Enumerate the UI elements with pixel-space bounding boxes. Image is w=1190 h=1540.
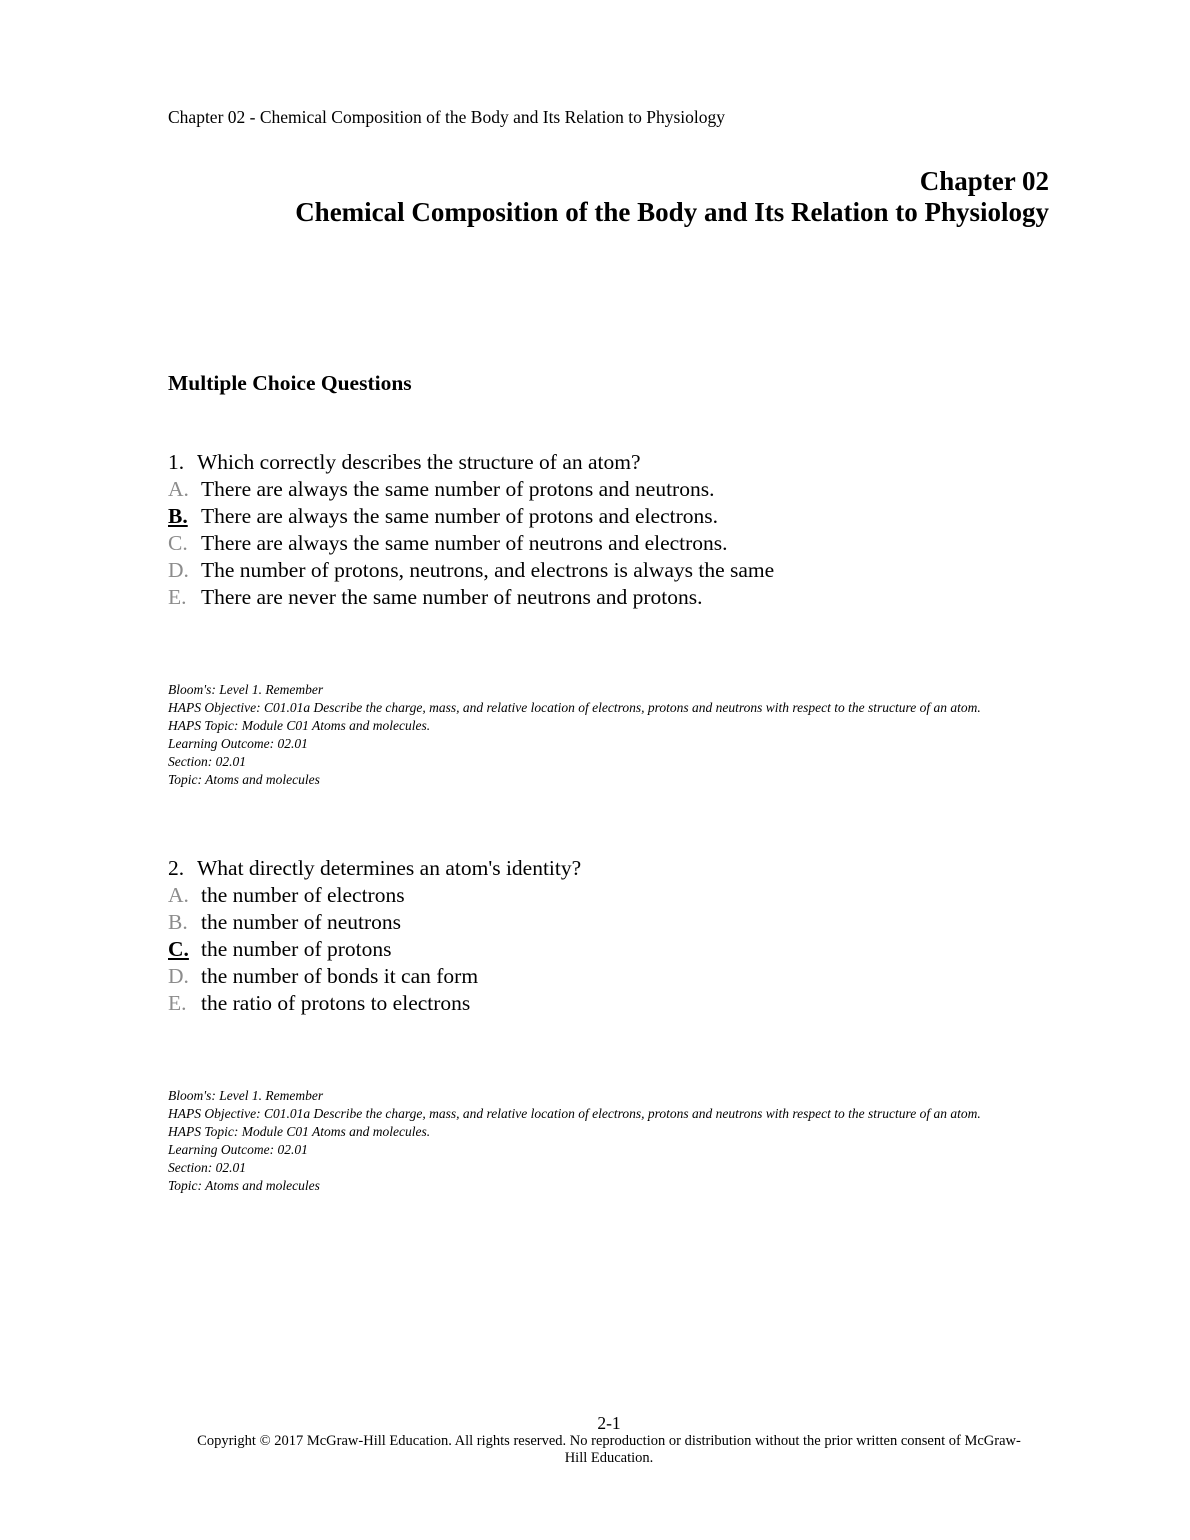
option-letter: B. (168, 910, 188, 934)
answer-option-a (168, 476, 1048, 503)
option-letter: E. (168, 585, 187, 609)
option-text: the number of protons (201, 937, 392, 961)
option-letter: D. (168, 964, 189, 988)
question-2-metadata (168, 1087, 1048, 1195)
question-2 (168, 855, 1048, 1017)
learning-outcome: Learning Outcome: 02.01 (168, 736, 308, 751)
option-letter: C. (168, 531, 188, 555)
blooms-level: Bloom's: Level 1. Remember (168, 1088, 324, 1103)
haps-topic: HAPS Topic: Module C01 Atoms and molecules. (168, 718, 431, 733)
answer-option-c (168, 530, 1048, 557)
option-letter: A. (168, 477, 189, 501)
option-text: the number of neutrons (201, 910, 402, 934)
question-number: 2. (168, 856, 185, 880)
question-1 (168, 449, 1048, 611)
section-heading: Multiple Choice Questions (168, 371, 412, 395)
question-text: What directly determines an atom's identity? (197, 856, 582, 880)
question-stem (168, 449, 1048, 476)
question-number: 1. (168, 450, 185, 474)
haps-objective: HAPS Objective: C01.01a Describe the charge, mass, and relative location of electrons, protons and neutrons with respect to the structure of an atom. (168, 700, 981, 715)
question-text: Which correctly describes the structure of an atom? (197, 450, 641, 474)
section-ref: Section: 02.01 (168, 754, 246, 769)
option-letter: A. (168, 883, 189, 907)
option-letter-correct: B. (168, 504, 188, 528)
answer-option-e (168, 990, 1048, 1017)
question-stem (168, 855, 1048, 882)
option-text: the ratio of protons to electrons (201, 991, 471, 1015)
page-footer (0, 1413, 1190, 1467)
chapter-number: Chapter 02 (919, 166, 1049, 196)
option-text: There are always the same number of neutrons and electrons. (201, 531, 728, 555)
answer-option-b (168, 909, 1048, 936)
question-1-metadata (168, 681, 1048, 789)
option-text: the number of electrons (201, 883, 405, 907)
option-text: There are always the same number of protons and electrons. (201, 504, 718, 528)
running-header: Chapter 02 - Chemical Composition of the Body and Its Relation to Physiology (168, 107, 726, 127)
answer-option-d (168, 557, 1048, 584)
answer-option-b-correct (168, 503, 1048, 530)
topic-ref: Topic: Atoms and molecules (168, 772, 320, 787)
answer-option-c-correct (168, 936, 1048, 963)
option-text: There are always the same number of protons and neutrons. (201, 477, 715, 501)
option-letter-correct: C. (168, 937, 189, 961)
option-text: the number of bonds it can form (201, 964, 479, 988)
page-number: 2-1 (597, 1413, 621, 1433)
option-text: There are never the same number of neutrons and protons. (201, 585, 703, 609)
haps-objective: HAPS Objective: C01.01a Describe the charge, mass, and relative location of electrons, protons and neutrons with respect to the structure of an atom. (168, 1106, 981, 1121)
blooms-level: Bloom's: Level 1. Remember (168, 682, 324, 697)
option-letter: D. (168, 558, 189, 582)
chapter-title (295, 166, 1049, 228)
haps-topic: HAPS Topic: Module C01 Atoms and molecules. (168, 1124, 431, 1139)
option-text: The number of protons, neutrons, and electrons is always the same (201, 558, 775, 582)
topic-ref: Topic: Atoms and molecules (168, 1178, 320, 1193)
answer-option-e (168, 584, 1048, 611)
chapter-name: Chemical Composition of the Body and Its Relation to Physiology (295, 197, 1049, 227)
copyright-notice: Copyright © 2017 McGraw-Hill Education. All rights reserved. No reproduction or distribution without the prior written consent of McGraw-Hill Education. (197, 1433, 1021, 1466)
answer-option-a (168, 882, 1048, 909)
learning-outcome: Learning Outcome: 02.01 (168, 1142, 308, 1157)
section-ref: Section: 02.01 (168, 1160, 246, 1175)
option-letter: E. (168, 991, 187, 1015)
answer-option-d (168, 963, 1048, 990)
